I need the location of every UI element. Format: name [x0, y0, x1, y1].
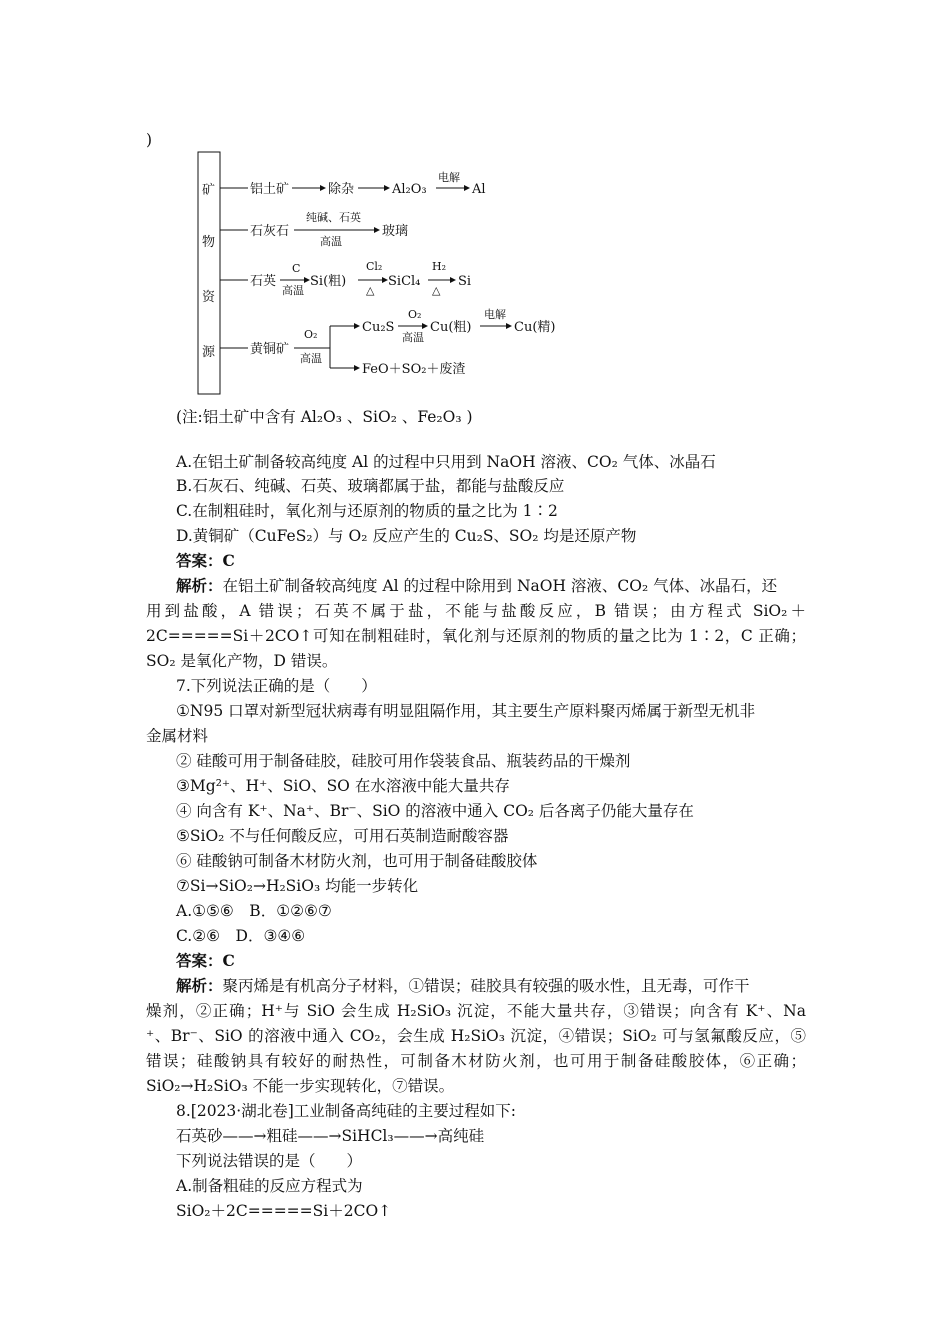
q6-explanation-line1 — [176, 574, 806, 598]
q6-answer: 答案：C — [176, 551, 235, 570]
q8-option-a: A.制备粗硅的反应方程式为 — [176, 1177, 363, 1195]
q6-explanation-line3: 2C=====Si＋2CO↑可知在制粗硅时，氧化剂与还原剂的物质的量之比为 1∶2，C 正确； — [146, 627, 806, 645]
row4-c2-bottom: 高温 — [402, 331, 424, 344]
row3-c1-bottom: 高温 — [282, 284, 304, 297]
explanation-label: 解析： — [176, 976, 223, 995]
explanation-text: 在铝土矿制备较高纯度 Al 的过程中除用到 NaOH 溶液、CO₂ 气体、冰晶石，还 — [222, 577, 778, 595]
row1-condition: 电解 — [438, 171, 460, 184]
row2-ore: 石灰石 — [250, 224, 290, 239]
arrowhead — [374, 227, 380, 233]
q7-explanation-line2: 燥剂，②正确；H⁺与 SiO 会生成 H₂SiO₃ 沉淀，不能大量共存，③错误；向含有 K⁺、Na — [146, 1002, 806, 1020]
row3-ore: 石英 — [250, 274, 277, 289]
q7-stem: 7.下列说法正确的是（ ） — [176, 677, 377, 695]
source-char-2: 物 — [202, 235, 216, 250]
row1-final: Al — [472, 182, 486, 197]
arrowhead — [464, 185, 470, 191]
explanation-text: 聚丙烯是有机高分子材料，①错误；硅胶具有较强的吸水性，且无毒，可作干 — [222, 977, 750, 995]
row4-c1-top: O₂ — [304, 328, 318, 341]
q8-process: 石英砂——→粗硅——→SiHCl₃——→高纯硅 — [176, 1127, 485, 1145]
row1-ore: 铝土矿 — [250, 182, 290, 197]
q7-statement-7: ⑦Si→SiO₂→H₂SiO₃ 均能一步转化 — [176, 877, 419, 895]
row3-mid1: Si(粗) — [310, 274, 347, 289]
q7-statement-2: ② 硅酸可用于制备硅胶，硅胶可用作袋装食品、瓶装药品的干燥剂 — [176, 752, 631, 770]
mineral-resources-diagram — [196, 148, 616, 398]
row1-product: Al₂O₃ — [392, 182, 427, 197]
q7-explanation-line3: ⁺、Br⁻、SiO 的溶液中通入 CO₂，会生成 H₂SiO₃ 沉淀，④错误；SiO₂ 可与氢氟酸反应，⑤ — [146, 1027, 806, 1045]
row3-c1-top: C — [292, 262, 301, 275]
q7-statement-1b: 金属材料 — [146, 727, 209, 745]
q7-options-cd: C.②⑥ D．③④⑥ — [176, 927, 306, 945]
row3-c2-bottom: △ — [366, 284, 375, 297]
q7-answer: 答案：C — [176, 951, 235, 970]
q7-explanation-line1 — [176, 974, 806, 998]
row4-c1-bottom: 高温 — [300, 352, 322, 365]
q6-explanation-line2: 用到盐酸，A 错误；石英不属于盐，不能与盐酸反应，B 错误；由方程式 SiO₂＋ — [146, 602, 806, 620]
q7-statement-5: ⑤SiO₂ 不与任何酸反应，可用石英制造耐酸容器 — [176, 827, 509, 845]
source-char-3: 资 — [202, 290, 216, 305]
row2-cond-top: 纯碱、石英 — [306, 211, 361, 224]
row3-c3-bottom: △ — [432, 284, 441, 297]
arrowhead — [354, 365, 360, 371]
top-fragment: ) — [146, 131, 153, 149]
q7-explanation-line4: 错误；硅酸钠具有较好的耐热性，可制备木材防火剂，也可用于制备硅酸胶体，⑥正确； — [146, 1052, 806, 1070]
row3-mid2: SiCl₄ — [388, 274, 421, 289]
row2-cond-bottom: 高温 — [320, 235, 342, 248]
explanation-label: 解析： — [176, 576, 223, 595]
q8-ask: 下列说法错误的是（ ） — [176, 1152, 363, 1170]
arrowhead — [384, 185, 390, 191]
diagram-svg — [196, 148, 616, 398]
arrowhead — [450, 277, 456, 283]
q8-stem: 8.[2023·湖北卷]工业制备高纯硅的主要过程如下: — [176, 1102, 516, 1120]
q6-option-d: D.黄铜矿（CuFeS₂）与 O₂ 反应产生的 Cu₂S、SO₂ 均是还原产物 — [176, 527, 637, 545]
row2-final: 玻璃 — [382, 224, 409, 239]
row1-step1: 除杂 — [328, 182, 355, 197]
q7-statement-4: ④ 向含有 K⁺、Na⁺、Br⁻、SiO 的溶液中通入 CO₂ 后各离子仍能大量存在 — [176, 802, 694, 820]
row3-c2-top: Cl₂ — [366, 260, 383, 273]
q7-statement-6: ⑥ 硅酸钠可制备木材防火剂，也可用于制备硅酸胶体 — [176, 852, 538, 870]
row4-branch2: FeO＋SO₂＋废渣 — [362, 362, 466, 377]
arrowhead — [506, 323, 512, 329]
row4-mid: Cu(粗) — [430, 320, 472, 335]
arrowhead — [354, 323, 360, 329]
row3-final: Si — [458, 274, 472, 289]
source-char-1: 矿 — [202, 183, 216, 198]
q7-statement-3: ③Mg²⁺、H⁺、SiO、SO 在水溶液中能大量共存 — [176, 777, 510, 795]
q7-statement-1a: ①N95 口罩对新型冠状病毒有明显阻隔作用，其主要生产原料聚丙烯属于新型无机非 — [176, 702, 756, 720]
row3-c3-top: H₂ — [432, 260, 447, 273]
q8-equation: SiO₂＋2C=====Si＋2CO↑ — [176, 1202, 392, 1220]
row4-ore: 黄铜矿 — [250, 342, 290, 357]
row4-c3-top: 电解 — [484, 308, 506, 321]
row4-c2-top: O₂ — [408, 308, 422, 321]
arrowhead — [320, 185, 326, 191]
source-char-4: 源 — [202, 345, 216, 360]
row4-final: Cu(精) — [514, 320, 556, 335]
diagram-note: (注:铝土矿中含有 Al₂O₃ 、SiO₂ 、Fe₂O₃ ) — [176, 408, 473, 426]
q7-options-ab: A.①⑤⑥ B．①②⑥⑦ — [176, 902, 332, 920]
q7-explanation-line5: SiO₂→H₂SiO₃ 不能一步实现转化，⑦错误。 — [146, 1077, 455, 1095]
row4-branch1: Cu₂S — [362, 320, 395, 335]
q6-option-a: A.在铝土矿制备较高纯度 Al 的过程中只用到 NaOH 溶液、CO₂ 气体、冰晶石 — [176, 453, 716, 471]
q6-explanation-line4: SO₂ 是氧化产物，D 错误。 — [146, 652, 338, 670]
q6-option-b: B.石灰石、纯碱、石英、玻璃都属于盐，都能与盐酸反应 — [176, 477, 565, 495]
arrowhead — [422, 323, 428, 329]
q6-option-c: C.在制粗硅时，氧化剂与还原剂的物质的量之比为 1∶2 — [176, 502, 558, 520]
